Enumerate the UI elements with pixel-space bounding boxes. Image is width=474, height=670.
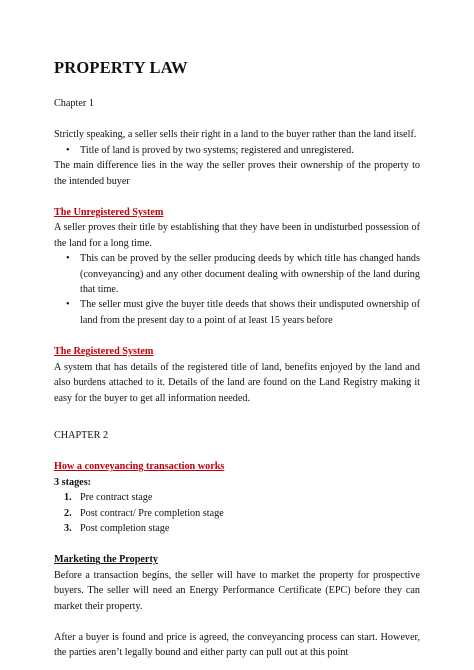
bullet-icon: • [66,253,70,265]
list-number: 1. [64,492,72,504]
chapter1-difference: The main difference lies in the way the seller proves their ownership of the property to the intended buyer [54,160,420,187]
list-item-text: Post completion stage [80,522,170,534]
list-item [66,251,420,297]
chapter1-intro: Strictly speaking, a seller sells their right in a land to the buyer rather than the land itself. [54,129,417,141]
conveyancing-heading: How a conveyancing transaction works [54,461,225,473]
marketing-para-1: Before a transaction begins, the seller will have to market the property for prospective buyers. The seller will need an Energy Performance Certificate (EPC) before they can market their property. [54,569,420,612]
stages-list [54,490,420,536]
list-item [64,521,420,536]
list-item-text: Pre contract stage [80,492,153,504]
list-item [64,490,420,505]
list-item-text: The seller must give the buyer title deeds that shows their undisputed ownership of land from the present day to a point of at least 15 years before [80,299,420,326]
list-item [66,143,420,158]
list-item-text: Title of land is proved by two systems; registered and unregistered. [80,144,354,156]
chapter1-label: Chapter 1 [54,98,94,109]
unregistered-heading: The Unregistered System [54,207,164,219]
stages-label: 3 stages: [54,476,92,488]
unregistered-text: A seller proves their title by establishing that they have been in undisturbed possession of the land for a long time. [54,222,420,249]
marketing-para-2: After a buyer is found and price is agreed, the conveyancing process can start. However, the parties aren’t legally bound and either party can pull out at this point [54,631,420,659]
registered-heading: The Registered System [54,346,154,358]
marketing-heading: Marketing the Property [54,554,158,566]
bullet-icon: • [66,144,70,156]
list-item [66,297,420,328]
chapter2-label: CHAPTER 2 [54,429,109,441]
bullet-icon: • [66,299,70,311]
list-item-text: This can be proved by the seller producing deeds by which title has changed hands (conveyancing) and any other document dealing with ownership of the land during that time. [80,253,420,296]
list-item [64,506,420,521]
unregistered-bullet-list [54,251,420,328]
page-title: PROPERTY LAW [54,58,188,77]
registered-text: A system that has details of the registered title of land, benefits enjoyed by the land and also burdens attached to it. Details of the land are found on the Land Registry making it easy for the buyer to get all information needed. [54,361,420,404]
list-item-text: Post contract/ Pre completion stage [80,507,224,519]
chapter1-bullet-list [54,143,420,158]
list-number: 3. [64,522,72,534]
list-number: 2. [64,507,72,519]
